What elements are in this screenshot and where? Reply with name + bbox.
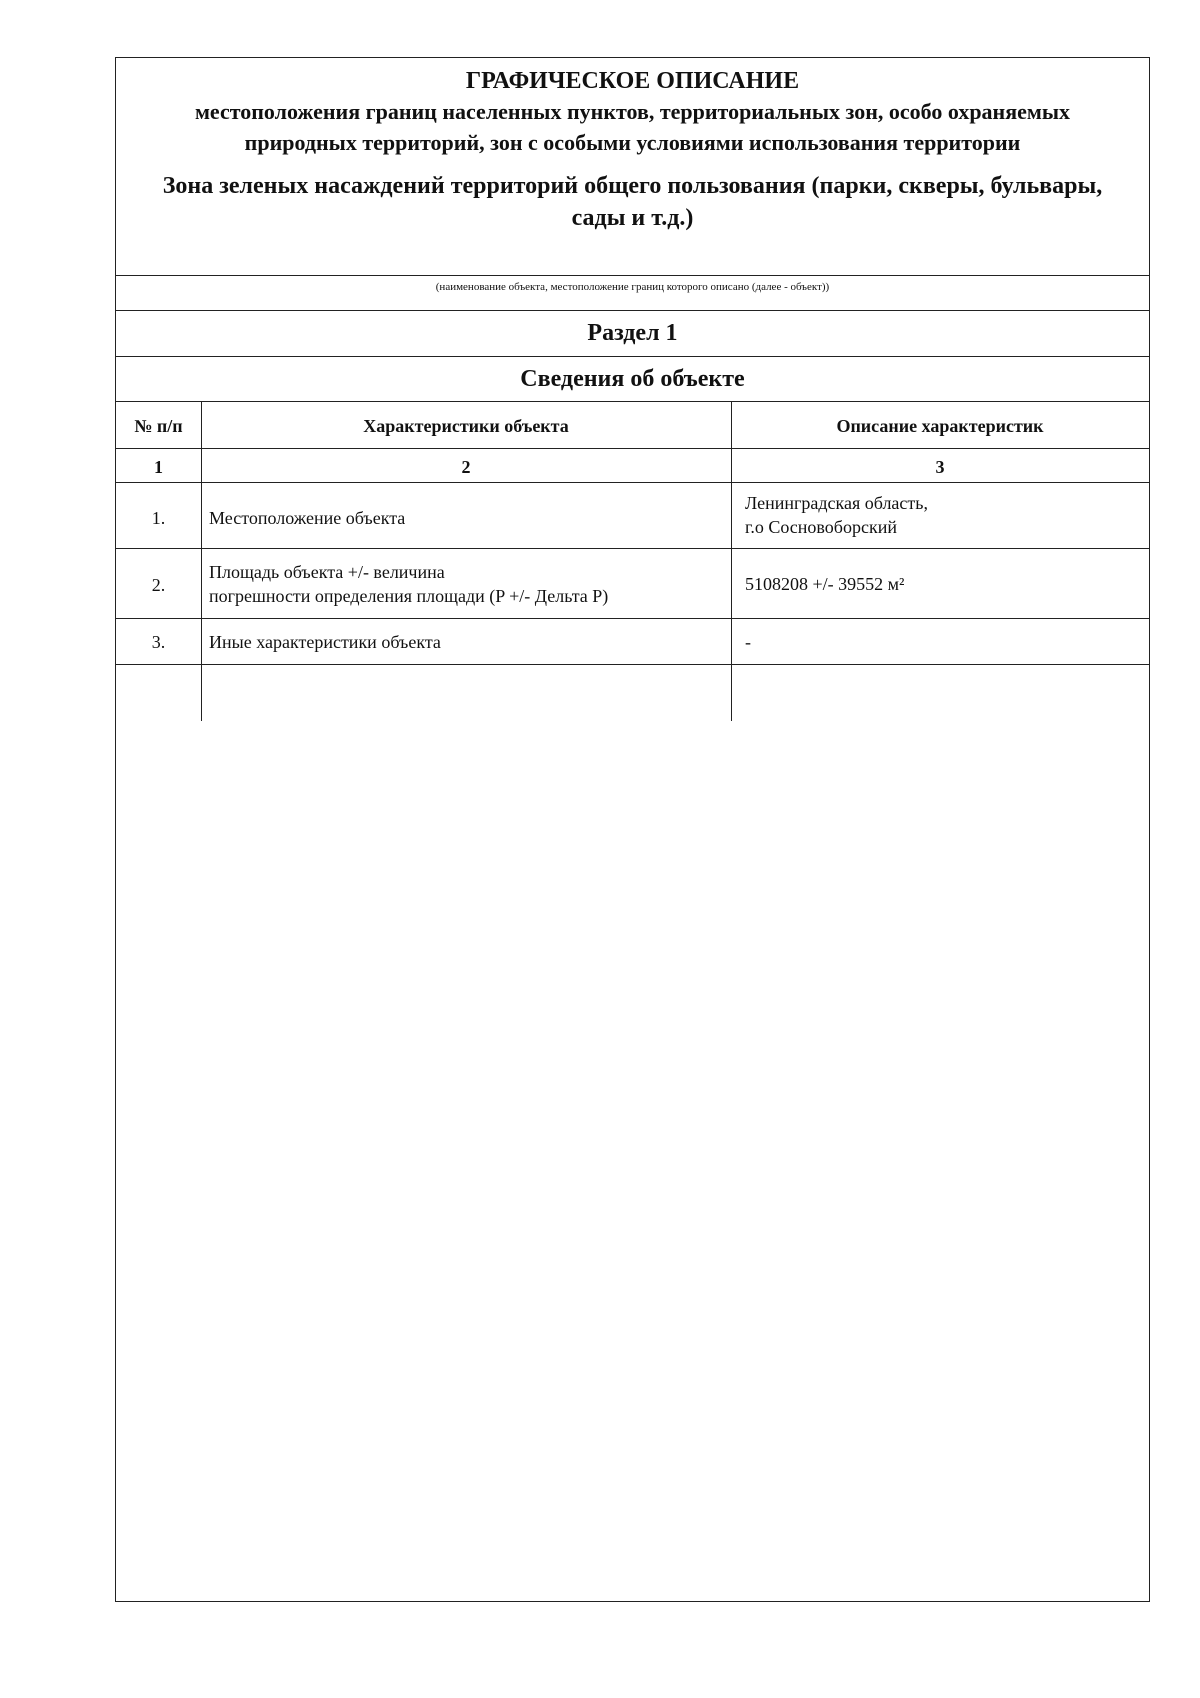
section-number: Раздел 1	[587, 320, 678, 346]
table-row-characteristic-line: погрешности определения площади (P +/- Дельта P)	[209, 586, 609, 606]
table-row-divider	[116, 482, 1149, 483]
table-column-divider	[201, 401, 202, 721]
table-row-characteristic-line: Площадь объекта +/- величина	[209, 562, 445, 582]
table-header-description: Описание характеристик	[836, 416, 1044, 436]
table-row-characteristic: Местоположение объекта	[209, 508, 406, 528]
table-row-divider	[116, 548, 1149, 549]
table-row-index: 2.	[151, 575, 166, 595]
table-row-divider	[116, 448, 1149, 449]
table-row-description-line: г.о Сосновоборский	[745, 517, 897, 537]
divider	[116, 356, 1149, 357]
table-row-description: 5108208 +/- 39552 м²	[745, 574, 905, 594]
table-column-divider	[731, 401, 732, 721]
object-caption: (наименование объекта, местоположение границ которого описано (далее - объект))	[435, 281, 830, 293]
document-frame	[115, 57, 1150, 1602]
table-bottom-border	[116, 664, 1149, 665]
table-column-number: 2	[461, 457, 471, 477]
object-name: Зона зеленых насаждений территорий общего пользования (парки, скверы, бульвары, сады и т.д.)	[162, 173, 1103, 231]
table-row-description-line: Ленинградская область,	[745, 493, 928, 513]
table-column-number: 3	[935, 457, 945, 477]
document-header	[116, 58, 1149, 276]
table-row-characteristic: Иные характеристики объекта	[209, 632, 441, 652]
table-column-number: 1	[154, 457, 163, 477]
section-title: Сведения об объекте	[520, 366, 745, 392]
divider	[116, 310, 1149, 311]
document-subtitle: местоположения границ населенных пунктов, территориальных зон, особо охраняемых природных территорий, зон с особыми условиями использования территории	[194, 99, 1071, 155]
table-row-divider	[116, 618, 1149, 619]
table-header-number: № п/п	[134, 416, 183, 436]
document-title: ГРАФИЧЕСКОЕ ОПИСАНИЕ	[465, 68, 800, 94]
table-row-index: 3.	[151, 632, 166, 652]
object-name-underline	[116, 275, 1149, 276]
divider	[116, 401, 1149, 402]
table-header-characteristic: Характеристики объекта	[363, 416, 569, 436]
table-row-index: 1.	[151, 508, 166, 528]
table-row-description: -	[745, 632, 751, 652]
